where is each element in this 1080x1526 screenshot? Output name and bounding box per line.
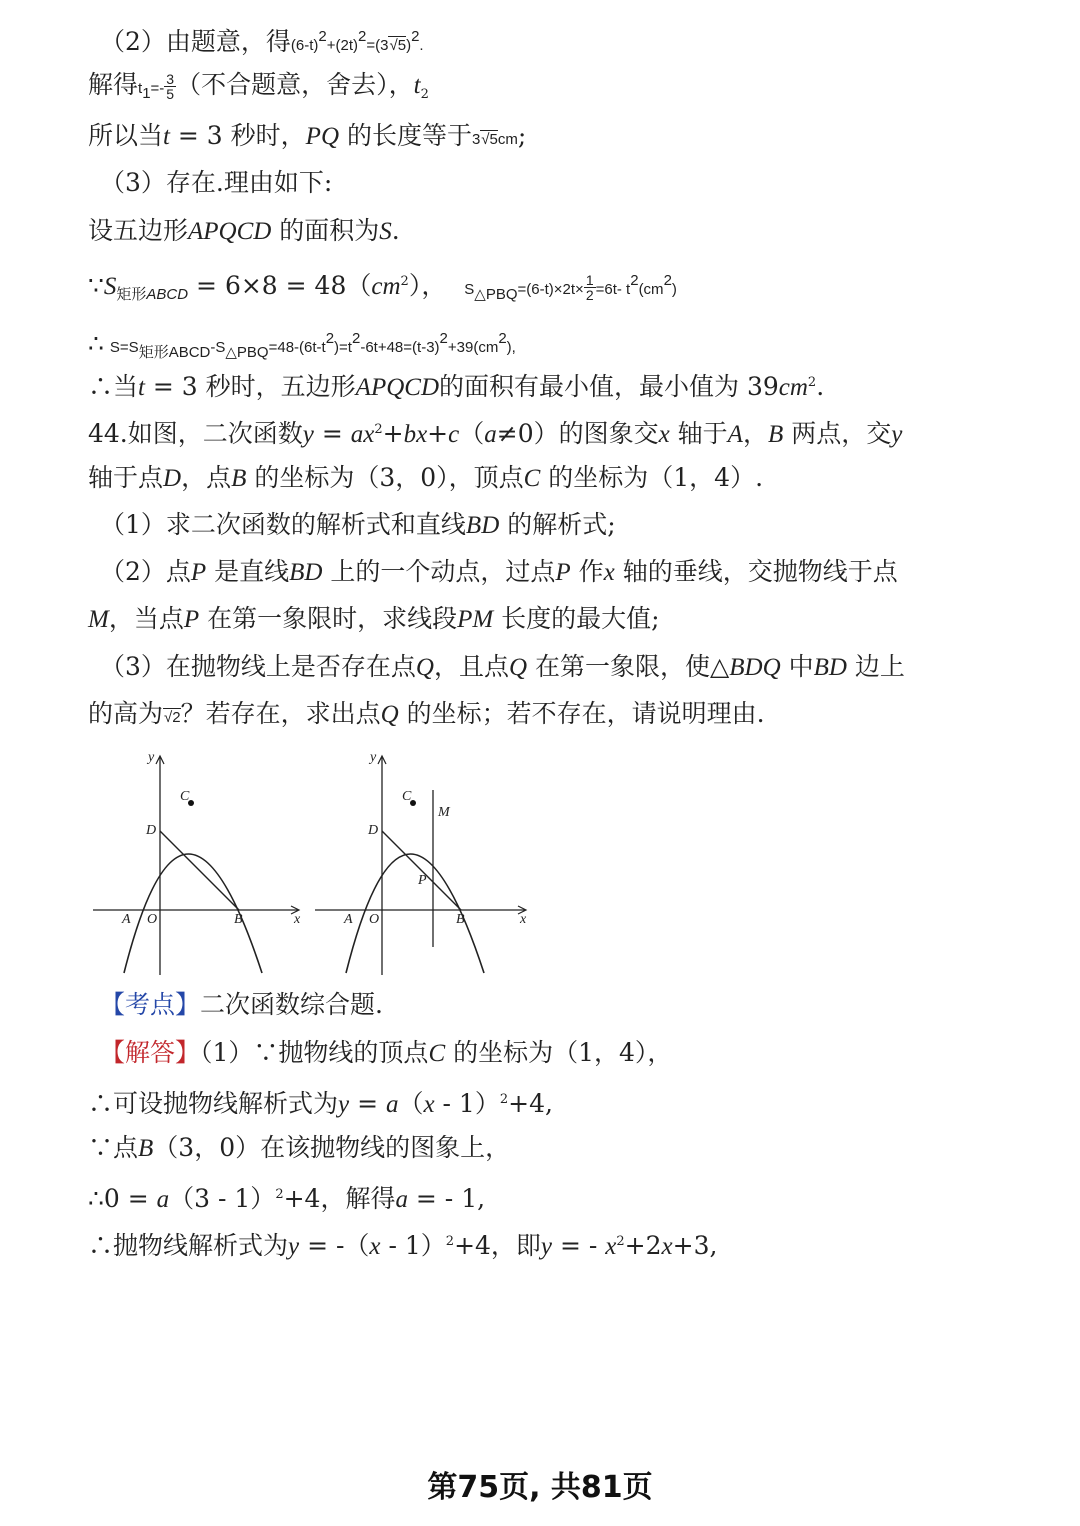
var: a — [395, 1186, 408, 1213]
text: 所以当 — [88, 121, 164, 150]
formula: =(6-t)×2t× — [517, 281, 584, 298]
text-line — [100, 555, 898, 590]
exp: 2 — [807, 375, 817, 390]
var: S — [379, 218, 392, 245]
text: 的坐标为（1，4）. — [540, 463, 764, 492]
line-bd — [160, 831, 239, 910]
var: x — [605, 1233, 617, 1260]
text-line — [88, 119, 526, 157]
formula: =48-(6t-t — [268, 339, 326, 356]
text: 44.如图，二次函数 — [88, 419, 303, 448]
text-line — [100, 1036, 672, 1071]
text: 在第一象限时，求线段 — [199, 604, 458, 633]
text-line — [88, 1178, 485, 1217]
text: （ — [398, 1089, 424, 1118]
text: 是直线 — [206, 557, 290, 586]
text-line — [88, 602, 660, 637]
text-line — [88, 1083, 553, 1122]
text: 轴的垂线，交抛物线于点 — [614, 557, 898, 586]
fraction — [584, 273, 596, 302]
text: 轴于点 — [88, 463, 164, 492]
text-line — [88, 1131, 510, 1166]
label-y: y — [148, 750, 155, 765]
var: BD — [813, 654, 847, 681]
label-x: x — [520, 912, 527, 927]
sub: 矩形ABCD — [138, 344, 211, 361]
var: APQCD — [188, 218, 272, 245]
text: ，且点 — [433, 652, 509, 681]
text: ∵ — [88, 271, 104, 300]
text: （2）点 — [100, 557, 191, 586]
var: cm — [371, 273, 401, 300]
sqrt: √2 — [164, 709, 181, 726]
formula: (cm — [638, 281, 664, 298]
var: c — [448, 421, 460, 448]
var: APQCD — [355, 374, 439, 401]
label-a: A — [122, 912, 131, 927]
text-line — [100, 508, 616, 543]
text-line — [88, 322, 516, 370]
text: +4，即 — [454, 1231, 541, 1260]
text: + — [382, 419, 404, 448]
text: 边上 — [846, 652, 905, 681]
var: x — [658, 421, 670, 448]
formula: S — [464, 281, 475, 298]
unit: cm — [497, 131, 518, 148]
denominator: 2 — [585, 287, 594, 303]
text: +2 — [624, 1231, 662, 1260]
formula: +(2t) — [326, 37, 359, 54]
exp: 2 — [445, 1234, 455, 1249]
text: = 3 秒时， — [169, 121, 306, 150]
text: = — [349, 1089, 386, 1118]
var: ax — [350, 421, 375, 448]
var: a — [385, 1091, 399, 1118]
sub: ABCD — [146, 286, 189, 303]
var: M — [88, 606, 109, 633]
text-line — [88, 461, 763, 496]
label-c: C — [402, 789, 412, 804]
var: y — [338, 1091, 350, 1118]
var: B — [138, 1135, 154, 1162]
text-line — [88, 413, 902, 452]
exp: 2 — [499, 1092, 509, 1107]
text-line — [88, 1225, 717, 1264]
text: ， — [742, 419, 768, 448]
var: BD — [465, 512, 500, 539]
var: x — [603, 559, 615, 586]
text: ，当点 — [108, 604, 184, 633]
label-d: D — [146, 823, 157, 838]
exp: 2 — [411, 28, 420, 45]
var: Q — [509, 654, 528, 681]
denominator: 5 — [166, 86, 175, 102]
text: 的解析式; — [499, 510, 616, 539]
text: . — [391, 216, 400, 245]
text: ∴ — [88, 329, 104, 358]
formula: ) — [671, 281, 677, 298]
sub: △PBQ — [225, 344, 269, 361]
exp: 2 — [374, 422, 383, 437]
var: Q — [415, 654, 434, 681]
var: C — [523, 465, 541, 492]
text: 的坐标；若不存在，请说明理由. — [398, 699, 765, 728]
line-bd — [382, 831, 461, 910]
text: ∴当 — [88, 372, 139, 401]
text: +4，解得 — [283, 1184, 396, 1213]
var: Q — [380, 701, 399, 728]
var: y — [891, 421, 903, 448]
text: ？若存在，求出点 — [180, 699, 381, 728]
text: （3，0）在该抛物线的图象上， — [153, 1133, 511, 1162]
var: C — [428, 1040, 446, 1067]
text-line — [88, 264, 677, 312]
sqrt: √5 — [481, 131, 498, 148]
text: = 6×8 = 48（ — [188, 271, 372, 300]
var: D — [163, 465, 182, 492]
text: （3）在抛物线上是否存在点 — [100, 652, 416, 681]
text: （2）由题意，得 — [100, 27, 291, 56]
label-a: A — [344, 912, 353, 927]
var: t — [138, 374, 145, 401]
var: PQ — [305, 123, 339, 150]
label-p: P — [418, 873, 427, 888]
label-o: O — [369, 912, 380, 927]
kaodian-tag: 【考点】 — [100, 990, 201, 1019]
figure-parabola-2 — [310, 745, 535, 980]
exp: 2 — [358, 28, 367, 45]
exp: 2 — [630, 272, 639, 289]
text: ; — [517, 121, 527, 150]
numerator: 3 — [166, 71, 175, 87]
var: x — [661, 1233, 673, 1260]
var: P — [555, 559, 571, 586]
text: ∴抛物线解析式为 — [88, 1231, 289, 1260]
text: （3 - 1） — [169, 1184, 276, 1213]
text: 的坐标为（1，4）， — [445, 1038, 673, 1067]
text: （1）求二次函数的解析式和直线 — [100, 510, 466, 539]
text: （3）存在.理由如下: — [100, 168, 333, 197]
text-line — [100, 166, 332, 200]
text: = - 1, — [407, 1184, 486, 1213]
text: - 1） — [380, 1231, 446, 1260]
var: P — [190, 559, 207, 586]
text: = - — [552, 1231, 606, 1260]
label-b: B — [234, 912, 243, 927]
text: （ — [459, 419, 485, 448]
text: + — [427, 419, 449, 448]
var: A — [727, 421, 743, 448]
text: 在第一象限，使△ — [527, 652, 730, 681]
text: ，点 — [181, 463, 232, 492]
sub: 2 — [420, 87, 429, 102]
text: 二次函数综合题. — [200, 990, 383, 1019]
label-y: y — [370, 750, 377, 765]
text-line — [100, 988, 383, 1022]
var: x — [369, 1233, 381, 1260]
text: 的长度等于 — [339, 121, 472, 150]
exp: 2 — [616, 1234, 625, 1249]
formula: =- — [150, 80, 165, 97]
text: . — [816, 372, 825, 401]
fraction — [164, 72, 176, 101]
var: BDQ — [729, 654, 781, 681]
var: B — [767, 421, 784, 448]
text: ∴可设抛物线解析式为 — [88, 1089, 339, 1118]
exp: 2 — [400, 274, 409, 289]
text: +3, — [672, 1231, 718, 1260]
exp: 2 — [325, 330, 335, 347]
text: +4, — [508, 1089, 553, 1118]
exp: 2 — [318, 28, 327, 45]
label-c: C — [180, 789, 190, 804]
formula: ), — [506, 339, 516, 356]
formula: =(3 — [366, 37, 389, 54]
sub: 1 — [142, 85, 151, 102]
var: B — [231, 465, 247, 492]
text: ∴0 = — [88, 1184, 157, 1213]
formula: )=t — [334, 339, 352, 356]
formula: =6t- t — [595, 281, 631, 298]
text-line — [100, 650, 905, 685]
sub: △PBQ — [474, 286, 518, 303]
text: ∵点 — [88, 1133, 139, 1162]
label-m: M — [438, 805, 450, 820]
text: 中 — [780, 652, 814, 681]
text: = 3 秒时，五边形 — [144, 372, 356, 401]
formula: S=S — [109, 339, 139, 356]
var: y — [288, 1233, 300, 1260]
var: BD — [289, 559, 323, 586]
text: 的坐标为（3，0），顶点 — [246, 463, 524, 492]
text: ）， — [408, 271, 447, 300]
formula: +39(cm — [447, 339, 499, 356]
text: 的面积为 — [271, 216, 380, 245]
text: 长度的最大值; — [493, 604, 660, 633]
text-line — [88, 68, 429, 112]
var: P — [183, 606, 200, 633]
text: = -（ — [299, 1231, 370, 1260]
numerator: 1 — [585, 272, 594, 288]
label-o: O — [147, 912, 158, 927]
var: t — [413, 72, 421, 99]
exp: 2 — [351, 330, 361, 347]
text-line — [88, 697, 765, 735]
exp: 2 — [663, 272, 672, 289]
text: 的面积有最小值，最小值为 39 — [439, 372, 779, 401]
text-line — [100, 20, 424, 63]
text: - 1） — [434, 1089, 500, 1118]
formula: . — [419, 37, 424, 54]
label-d: D — [368, 823, 379, 838]
text: 的高为 — [88, 699, 164, 728]
text: 两点，交 — [783, 419, 892, 448]
jieda-tag: 【解答】 — [100, 1038, 201, 1067]
text: 设五边形 — [88, 216, 189, 245]
formula: 3 — [471, 131, 481, 148]
var: bx — [403, 421, 428, 448]
var: PM — [457, 606, 494, 633]
var: t — [138, 80, 143, 97]
exp: 2 — [439, 330, 448, 347]
var: t — [163, 123, 170, 150]
var: cm — [778, 374, 808, 401]
label-x: x — [294, 912, 301, 927]
text: 作 — [570, 557, 604, 586]
text-line — [88, 366, 824, 405]
text: = — [313, 419, 351, 448]
formula: -6t+48=(t-3) — [360, 339, 440, 356]
formula: -S — [210, 339, 226, 356]
label-b: B — [456, 912, 465, 927]
text: 解得 — [88, 70, 139, 99]
formula: (6-t) — [290, 37, 319, 54]
page-footer: 第75页, 共81页 — [427, 1470, 653, 1505]
text: ≠0）的图象交 — [496, 419, 659, 448]
figure-parabola-1 — [88, 745, 308, 980]
var: S — [103, 273, 117, 300]
text: （1）∵抛物线的顶点 — [200, 1038, 429, 1067]
var: y — [540, 1233, 553, 1260]
formula: ) — [406, 37, 412, 54]
sqrt: √5 — [389, 37, 407, 54]
text: 上的一个动点，过点 — [322, 557, 556, 586]
sub: 矩形 — [116, 286, 147, 303]
var: a — [484, 421, 497, 448]
text: （不合题意，舍去）， — [176, 70, 414, 99]
text: 轴于 — [669, 419, 728, 448]
exp: 2 — [498, 330, 507, 347]
exp: 2 — [275, 1187, 284, 1202]
text-line — [88, 214, 400, 249]
var: y — [302, 421, 314, 448]
var: a — [156, 1186, 170, 1213]
var: x — [423, 1091, 435, 1118]
